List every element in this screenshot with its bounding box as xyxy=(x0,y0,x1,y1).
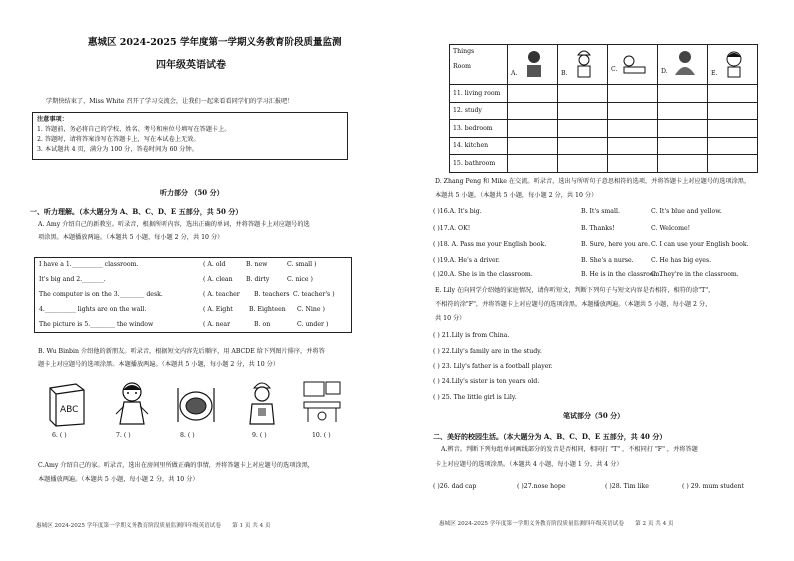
table-row-label: 14. kitchen xyxy=(450,137,508,155)
girl-icon xyxy=(723,49,745,79)
option-b: B. new xyxy=(246,261,268,268)
book-picture xyxy=(44,380,90,432)
question-24: ( ) 24.Lily's sister is ten years old. xyxy=(433,378,540,385)
part-a-sentence: I have a 1.__________ classroom. xyxy=(39,261,139,268)
part-a2-instructions: A.辨音。判断下列每组单词画线部分的发音是否相同，相同打 "T" ，不相同打 "F" ，并将答题 xyxy=(441,446,698,453)
plate-picture xyxy=(176,382,216,430)
person-reading-icon xyxy=(523,49,545,79)
notice-item: 2. 答题时，请将答案涂写在答题卡上，写在本试卷上无效。 xyxy=(37,136,200,143)
header-room: Room xyxy=(453,63,471,70)
option-c: C. Nine ) xyxy=(297,306,325,313)
column-b-label: B. xyxy=(561,70,568,77)
part-b-instructions: 题卡上对应题号的选项涂黑。本题播放两遍。（本题共 5 小题，每小题 2 分，共 10 分） xyxy=(38,361,280,368)
table-row-label: 15. bathroom xyxy=(450,155,508,173)
part-e-instructions: 共 10 分） xyxy=(435,315,466,322)
column-c xyxy=(608,45,658,85)
intro-text: 学期快结束了，Miss White 召开了学习交流会，让我们一起来看看同学们的学习汇报吧！ xyxy=(46,98,294,105)
notice-heading: 注意事项： xyxy=(37,116,68,123)
picture-answer-8: 8. ( ) xyxy=(180,432,195,439)
part-a-sentence: 4.__________ lights are on the wall. xyxy=(39,306,147,313)
room-picture xyxy=(300,378,344,430)
option-a: ( A. clean xyxy=(203,276,233,283)
option-a: ( A. teacher xyxy=(203,291,240,298)
question-23: ( ) 23. Lily's father is a football player. xyxy=(433,363,553,370)
question-21: ( ) 21.Lily is from China. xyxy=(433,332,510,339)
part-a-sentence: It's big and 2._______. xyxy=(39,276,106,283)
option-a: ( A. Eight xyxy=(203,306,233,313)
part-b-instructions: B. Wu Binbin 介绍他的新朋友。听录音，根据短文内容先后顺序，用 ABCDE 给下列图片排序，并将答 xyxy=(38,348,325,355)
written-heading: 笔试部分（50 分） xyxy=(563,411,625,420)
question-18: ( )18. A. Pass me your English book. xyxy=(433,241,547,248)
table-row-label: 12. study xyxy=(450,102,508,120)
girl-picture xyxy=(112,378,152,432)
picture-answer-10: 10. ( ) xyxy=(312,432,331,439)
question-26: ( )26. dad cap xyxy=(433,483,477,490)
option-b: B. teachers xyxy=(254,291,290,298)
listening-heading: 听力部分 （50 分） xyxy=(160,188,224,197)
exam-title: 惠城区 2024-2025 学年度第一学期义务教育阶段质量监测 xyxy=(88,37,342,48)
question-20: ( )20.A. She is in the classroom. xyxy=(433,271,533,278)
page-right xyxy=(397,0,794,561)
part-e-instructions: E. Lily 在向同学介绍她的家庭情况，请你听短文，判断下列句子与短文内容是否相符，相符的涂"T"， xyxy=(435,287,715,294)
section-1-heading: 一、听力理解。（本大题分为 A、B、C、D、E 五部分，共 50 分） xyxy=(30,207,243,216)
question-22: ( ) 22.Lily's family are in the study. xyxy=(433,348,542,355)
option-c: C. He has big eyes. xyxy=(651,257,712,264)
picture-answer-6: 6. ( ) xyxy=(52,432,67,439)
part-a-table xyxy=(34,257,352,333)
option-b: B. Sure, here you are. xyxy=(581,241,650,248)
option-c: C. Welcome! xyxy=(651,225,691,232)
option-c: C. It's blue and yellow. xyxy=(651,208,722,215)
option-c: C. They're in the classroom. xyxy=(651,271,739,278)
option-b: B. She's a nurse. xyxy=(581,257,634,264)
column-a xyxy=(508,45,558,85)
option-b: B. on xyxy=(254,321,271,328)
question-17: ( )17.A. OK! xyxy=(433,225,471,232)
part-a-sentence: The computer is on the 3.________ desk. xyxy=(39,291,163,298)
column-d xyxy=(658,45,708,85)
question-29: ( ) 29. mum student xyxy=(682,483,744,490)
column-b xyxy=(558,45,608,85)
column-e-label: E. xyxy=(711,70,718,77)
person-eating-icon xyxy=(672,49,698,77)
part-d-instructions: 本题共 5 小题。（本题共 5 小题，每小题 2 分，共 10 分） xyxy=(435,192,598,199)
option-c: C. small ) xyxy=(287,261,317,268)
part-a2-instructions: 卡上对应题号的选项涂黑。（本题共 4 小题，每小题 1 分，共 4 分） xyxy=(435,461,623,468)
table-row-label: 11. living room xyxy=(450,85,508,103)
notice-item: 1. 答题前，务必将自己的学校、姓名、考号和座位号填写在答题卡上。 xyxy=(37,126,231,133)
picture-answer-7: 7. ( ) xyxy=(116,432,131,439)
option-b: B. Eighteen xyxy=(249,306,286,313)
option-b: B. dirty xyxy=(246,276,270,283)
option-a: ( A. old xyxy=(203,261,226,268)
column-d-label: D. xyxy=(661,68,668,75)
header-things: Things xyxy=(453,48,475,55)
section-2-heading: 二、美好的校园生活。（本大题分为 A、B、C、D、E 五部分，共 40 分） xyxy=(433,432,667,441)
question-19: ( )19.A. He's a driver. xyxy=(433,257,500,264)
page-footer: 惠城区 2024-2025 学年度第一学期义务教育阶段质量监测四年级英语试卷 第 2 页 共 4 页 xyxy=(439,521,674,527)
option-b: B. Thanks! xyxy=(581,225,615,232)
option-b: B. He is in the classroom. xyxy=(581,271,662,278)
part-e-instructions: 不相符的涂"F"，并将答题卡上对应题号的选项涂黑。本题播放两遍。（本题共 5 小题，每小题 2 分， xyxy=(435,301,712,308)
part-c-instructions: C.Amy 介绍自己的家。听录音，选出在房间里所做正确的事情，并将答题卡上对应题号的选项涂黑， xyxy=(38,462,314,469)
option-c: C. nice ) xyxy=(287,276,313,283)
part-a-sentence: The picture is 5.________ the window xyxy=(39,321,154,328)
bed-icon xyxy=(621,49,647,75)
cook-icon xyxy=(573,49,595,79)
question-28: ( )28. Tim like xyxy=(605,483,649,490)
cook-picture xyxy=(242,378,282,432)
book-cover-text: ABC xyxy=(60,405,79,415)
page-footer: 惠城区 2024-2025 学年度第一学期义务教育阶段质量监测四年级英语试卷 第 1 页 共 4 页 xyxy=(36,523,271,529)
option-c: C. under ) xyxy=(297,321,329,328)
exam-subtitle: 四年级英语试卷 xyxy=(156,60,226,71)
notice-item: 3. 本试题共 4 页，满分为 100 分，答卷时间为 60 分钟。 xyxy=(37,146,198,153)
column-a-label: A. xyxy=(511,70,518,77)
part-c-instructions: 本题播放两遍。（本题共 5 小题，每小题 2 分，共 10 分） xyxy=(38,476,199,483)
table-row-label: 13. bedroom xyxy=(450,120,508,138)
question-27: ( )27.nose hope xyxy=(517,483,566,490)
option-b: B. It's small. xyxy=(581,208,620,215)
part-a-instructions: 项涂黑。本题播放两遍。（本题共 5 小题，每小题 2 分，共 10 分） xyxy=(38,234,224,241)
part-a-instructions: A. Amy 介绍自己的新教室。听录音，根据所听内容，选出正确的单词，并将答题卡上对应题号的选 xyxy=(38,221,310,228)
table-header-cell xyxy=(450,45,508,85)
rooms-table xyxy=(449,44,758,173)
part-d-instructions: D. Zhang Peng 和 Mike 在交流。听录音，选出与所听句子意思相符的选项，并将答题卡上对应题号的选项涂黑， xyxy=(435,178,751,185)
question-25: ( ) 25. The little girl is Lily. xyxy=(433,394,517,401)
column-c-label: C. xyxy=(611,66,618,73)
option-c: C. I can use your English book. xyxy=(651,241,749,248)
notice-box xyxy=(32,112,348,160)
option-a: ( A. near xyxy=(203,321,231,328)
question-16: ( )16.A. It's big. xyxy=(433,208,482,215)
picture-answer-9: 9. ( ) xyxy=(252,432,267,439)
column-e xyxy=(708,45,758,85)
option-c: C. teacher's ) xyxy=(293,291,335,298)
